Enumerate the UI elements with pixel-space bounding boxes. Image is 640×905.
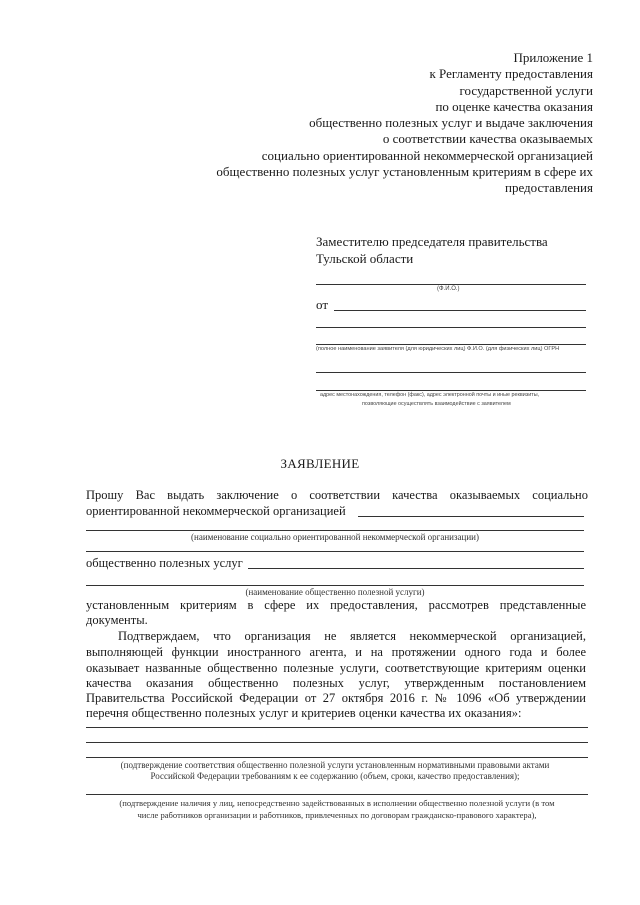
- header-line: государственной услуги: [459, 82, 593, 98]
- paragraph-1-line-1: Прошу Вас выдать заключение о соответствии качества оказываемых социально: [86, 488, 588, 502]
- org-field-line-1[interactable]: [358, 516, 584, 517]
- header-line: о соответствии качества оказываемых: [382, 131, 593, 147]
- header-line: общественно полезных услуг установленным критериям в сфере их: [216, 164, 593, 180]
- org-caption: (наименование социально ориентированной некоммерческой организации): [191, 532, 479, 542]
- org-field-line-3[interactable]: [86, 551, 584, 552]
- addressee-line-2: Тульской области: [316, 251, 414, 266]
- addressee-line-1: Заместителю председателя правительства: [316, 234, 548, 249]
- applicant-field-line-3[interactable]: [316, 344, 586, 345]
- document-title: ЗАЯВЛЕНИЕ: [280, 456, 360, 471]
- paragraph-3-line-5: Правительства Российской Федерации от 27 октября 2016 г. № 1096 «Об утверждении: [86, 691, 586, 705]
- confirmation-field-line-1[interactable]: [86, 727, 588, 728]
- header-line: к Регламенту предоставления: [429, 66, 593, 82]
- from-label: от: [316, 297, 329, 312]
- paragraph-3-line-4: качества оказания общественно полезных услуг, утвержденным постановлением: [86, 676, 586, 690]
- caption-b-line-1: (подтверждение наличия у лиц, непосредственно задействованных в исполнении общественно полезной услуги (в том: [119, 798, 555, 808]
- paragraph-2-line-2: документы.: [86, 613, 148, 627]
- caption-b-line-2: числе работников организации и работников, привлеченных по договорам гражданско-правового характера),: [137, 810, 537, 820]
- confirmation-field-line-2[interactable]: [86, 742, 588, 743]
- contacts-field-line-1[interactable]: [316, 372, 586, 373]
- appendix-header: [216, 50, 593, 197]
- fio-field-line[interactable]: [316, 284, 586, 285]
- services-label: общественно полезных услуг: [86, 556, 243, 570]
- paragraph-3-line-2: выполняющей функции иностранного агента, и на протяжении одного года и более: [86, 645, 586, 659]
- from-field-line[interactable]: [334, 310, 586, 311]
- applicant-caption: (полное наименование заявителя (для юридических лиц) Ф.И.О. (для физических лиц) ОГРН: [316, 346, 560, 352]
- header-line: социально ориентированной некоммерческой организацией: [261, 147, 593, 163]
- staff-field-line[interactable]: [86, 794, 588, 795]
- paragraph-2-line-1: установленным критериям в сфере их предоставления, рассмотрев представленные: [86, 598, 586, 612]
- header-line: Приложение 1: [513, 50, 593, 65]
- contacts-caption-1: адрес местонахождения, телефон (факс), адрес электронной почты и иные реквизиты,: [320, 392, 540, 398]
- paragraph-3-line-3: оказывает названные общественно полезные услуги, соответствующие критериям оценки: [86, 661, 586, 675]
- paragraph-3-line-1: Подтверждаем, что организация не является некоммерческой организацией,: [118, 629, 586, 643]
- header-line: общественно полезных услуг и выдаче заключения: [309, 115, 593, 131]
- header-line: предоставления: [505, 180, 593, 196]
- contacts-caption-2: позволяющие осуществлять взаимодействие с заявителем: [362, 401, 511, 407]
- caption-a-line-2: Российской Федерации требованиям к ее содержанию (объем, сроки, качество предоставления);: [150, 771, 520, 781]
- header-line: по оценке качества оказания: [435, 98, 593, 114]
- paragraph-1-line-2: ориентированной некоммерческой организацией: [86, 504, 346, 518]
- fio-caption: (Ф.И.О.): [437, 286, 460, 292]
- paragraph-3-line-6: перечня общественно полезных услуг и критериев оценки качества их оказания»:: [86, 706, 522, 720]
- contacts-field-line-2[interactable]: [316, 390, 586, 391]
- caption-a-line-1: (подтверждение соответствия общественно полезной услуги установленным нормативными правовыми актами: [120, 760, 550, 770]
- service-caption: (наименование общественно полезной услуги): [245, 587, 425, 597]
- applicant-field-line-2[interactable]: [316, 327, 586, 328]
- confirmation-field-line-3[interactable]: [86, 757, 588, 758]
- service-field-line-1[interactable]: [248, 568, 584, 569]
